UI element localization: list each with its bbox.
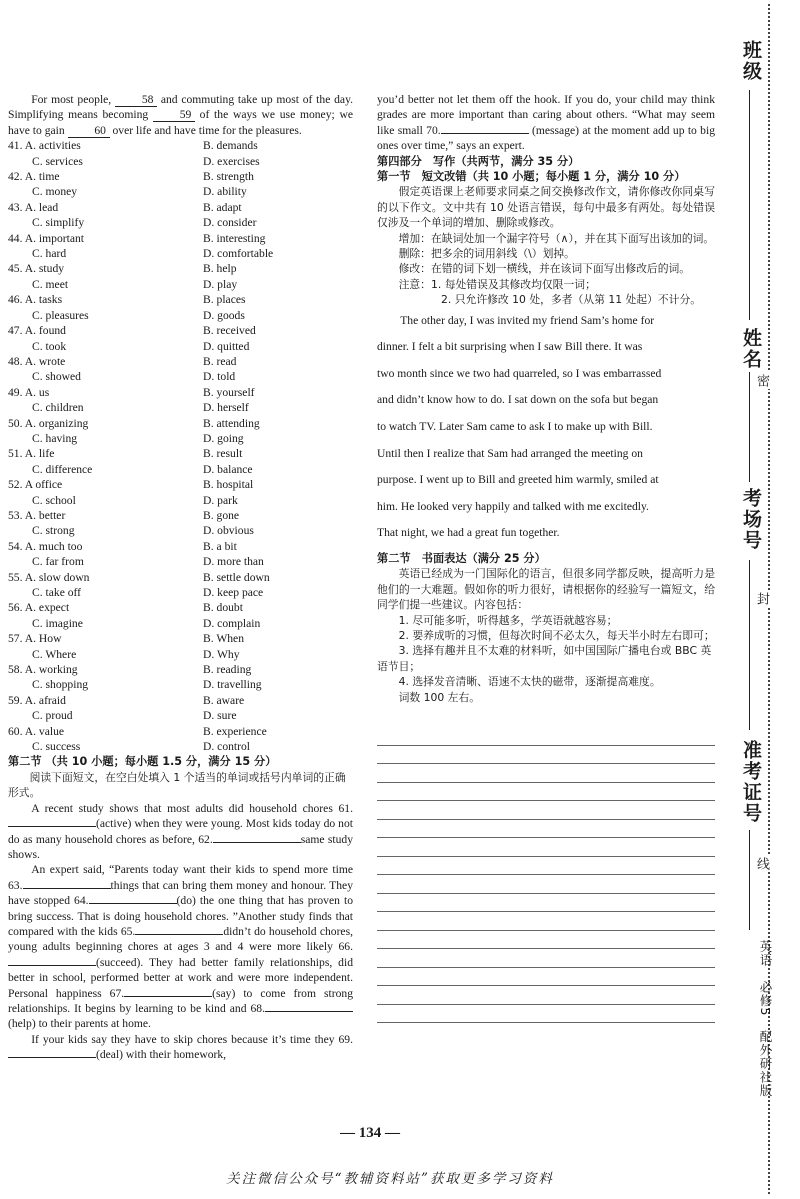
option-row (8, 600, 353, 615)
answer-line[interactable] (377, 949, 715, 968)
option-row (8, 385, 353, 400)
option-d[interactable]: D. play (203, 277, 238, 291)
answer-line[interactable] (377, 931, 715, 950)
option-b[interactable]: B. help (203, 262, 237, 276)
rule-modify: 修改：在错的词下划一横线，并在该词下面写出修改后的词。 (398, 262, 691, 276)
option-b[interactable]: B. interesting (203, 231, 266, 245)
option-b[interactable]: B. attending (203, 416, 260, 430)
word-count: 词数 100 左右。 (398, 690, 481, 704)
option-row (8, 231, 353, 246)
option-b[interactable]: B. settle down (203, 570, 270, 584)
blank-64 (89, 903, 177, 904)
option-c[interactable]: C. children (32, 401, 84, 415)
answer-line[interactable] (377, 746, 715, 765)
option-b[interactable]: B. demands (203, 139, 258, 153)
option-row (8, 585, 353, 600)
footer-note: 关注微信公众号“教辅资料站”获取更多学习资料 (226, 1171, 554, 1187)
blank-63 (23, 888, 111, 889)
rule-add: 增加：在缺词处加一个漏字符号（∧），并在其下面写出该加的词。 (398, 231, 715, 245)
option-row (8, 739, 353, 754)
option-c[interactable]: C. Where (32, 647, 77, 661)
page-number: — 134 — (340, 1125, 400, 1141)
option-a[interactable]: 50. A. organizing (8, 416, 89, 430)
option-row (8, 292, 353, 307)
option-row (8, 508, 353, 523)
blank-59: 59 (153, 108, 195, 122)
option-row (8, 323, 353, 338)
essay-line: two month since we two had quarreled, so I was embarrassed (377, 366, 662, 380)
option-row (8, 138, 353, 153)
writing-point: 3. 选择有趣并且不太难的材料听，如中国国际广播电台或 BBC 英语节目； (377, 644, 712, 673)
answer-line[interactable] (377, 783, 715, 802)
answer-line[interactable] (377, 1005, 715, 1024)
exam-room-label: 考场号 (740, 488, 762, 551)
option-row (8, 554, 353, 569)
option-row (8, 693, 353, 708)
option-row (8, 493, 353, 508)
option-a[interactable]: 57. A. How (8, 632, 62, 646)
option-b[interactable]: B. strength (203, 170, 254, 184)
fill-paragraph-3: If your kids say they have to skip chores because it’s time they 69.(deal) with their homework, (8, 1032, 353, 1063)
answer-lines[interactable] (377, 727, 715, 1023)
essay-line: purpose. I went up to Bill and greeted him warmly, smiled at (377, 473, 659, 487)
option-d[interactable]: D. more than (203, 555, 264, 569)
essay-line: and didn’t know how to do. I sat down on the sofa but began (377, 393, 659, 407)
answer-line[interactable] (377, 838, 715, 857)
option-d[interactable]: D. sure (203, 709, 237, 723)
option-a[interactable]: 49. A. us (8, 385, 50, 399)
option-b[interactable]: B. experience (203, 724, 267, 738)
option-c[interactable]: C. strong (32, 524, 75, 538)
fill-paragraph-1: A recent study shows that most adults did household chores 61.(active) when they were young. Most kids today do not do as many household chores as before, 62. same study shows. (8, 801, 354, 861)
option-row (8, 369, 353, 384)
writing-prompt: 英语已经成为一门国际化的语言，但很多同学都反映，提高听力是他们的一大难题。假如你的听力很好，请根据你的经验写一篇短文，给同学们提一些建议。内容包括： (377, 567, 715, 612)
option-c[interactable]: C. far from (32, 555, 84, 569)
option-row (8, 631, 353, 646)
option-c[interactable]: C. showed (32, 370, 81, 384)
fill-continued: you’d better not let them off the hook. If you do, your child may think grades are more important than caring about others. “What may seem like small 70. (message) at the moment add up to big ones over time,” says an expert. (377, 93, 715, 153)
option-row (8, 246, 353, 261)
blank-66 (8, 965, 96, 966)
option-row (8, 724, 353, 739)
option-row (8, 184, 353, 199)
option-row (8, 462, 353, 477)
question-list (8, 138, 353, 754)
option-b[interactable]: B. aware (203, 693, 245, 707)
essay-line: dinner. I felt a bit surprising when I saw Bill there. It was (377, 340, 643, 354)
option-c[interactable]: C. proud (32, 709, 73, 723)
book-info: 英语 必修5 配外研社版 (758, 940, 773, 1098)
note-1: 注意：1. 每处错误及其修改均仅限一词； (398, 277, 596, 291)
option-row (8, 169, 353, 184)
option-b[interactable]: B. a bit (203, 539, 237, 553)
option-row (8, 570, 353, 585)
option-row (8, 539, 353, 554)
blank-67 (124, 996, 212, 997)
option-row (8, 523, 353, 538)
option-row (8, 154, 353, 169)
feng-mark: 封 (754, 592, 769, 605)
option-a[interactable]: 43. A. lead (8, 200, 59, 214)
option-c[interactable]: C. hard (32, 247, 67, 261)
answer-line[interactable] (377, 857, 715, 876)
option-c[interactable]: C. school (32, 493, 76, 507)
option-d[interactable]: D. told (203, 370, 236, 384)
left-column (8, 92, 353, 1063)
option-a[interactable]: 56. A. expect (8, 601, 70, 615)
essay-line: him. He looked very happily and talked with me excitedly. (377, 499, 649, 513)
option-row (8, 261, 353, 276)
error-correction-essay (377, 308, 715, 547)
option-d[interactable]: D. balance (203, 462, 253, 476)
blank-68 (265, 1011, 353, 1012)
option-d[interactable]: D. consider (203, 216, 257, 230)
answer-line[interactable] (377, 986, 715, 1005)
option-b[interactable]: B. yourself (203, 385, 255, 399)
essay-line: Until then I realize that Sam had arranged the meeting on (377, 446, 643, 460)
option-a[interactable]: 48. A. wrote (8, 354, 66, 368)
option-b[interactable]: B. gone (203, 508, 240, 522)
option-b[interactable]: B. doubt (203, 601, 243, 615)
essay-line: The other day, I was invited my friend Sam’s home for (400, 313, 655, 327)
option-c[interactable]: C. pleasures (32, 308, 89, 322)
option-b[interactable]: B. read (203, 354, 237, 368)
option-b[interactable]: B. hospital (203, 478, 254, 492)
option-row (8, 477, 353, 492)
xian-mark: 线 (754, 857, 769, 870)
option-row (8, 647, 353, 662)
option-c[interactable]: C. took (32, 339, 67, 353)
option-d[interactable]: D. going (203, 431, 244, 445)
option-a[interactable]: 45. A. study (8, 262, 65, 276)
option-row (8, 400, 353, 415)
option-d[interactable]: D. herself (203, 401, 249, 415)
option-a[interactable]: 52. A office (8, 478, 63, 492)
option-row (8, 339, 353, 354)
option-row (8, 308, 353, 323)
blank-60: 60 (68, 124, 110, 138)
option-row (8, 662, 353, 677)
class-label: 班级 (740, 40, 762, 82)
ticket-number-label: 准考证号 (740, 740, 762, 824)
option-d[interactable]: D. Why (203, 647, 240, 661)
option-d[interactable]: D. exercises (203, 154, 260, 168)
mi-mark: 密 (754, 374, 769, 387)
option-b[interactable]: B. places (203, 293, 246, 307)
option-a[interactable]: 46. A. tasks (8, 293, 63, 307)
option-row (8, 446, 353, 461)
option-b[interactable]: B. received (203, 324, 256, 338)
option-row (8, 677, 353, 692)
option-c[interactable]: C. simplify (32, 216, 85, 230)
option-d[interactable]: D. goods (203, 308, 245, 322)
option-b[interactable]: B. reading (203, 663, 252, 677)
option-a[interactable]: 55. A. slow down (8, 570, 90, 584)
option-c[interactable]: C. take off (32, 586, 82, 599)
ticket-number-field[interactable] (749, 830, 750, 930)
option-d[interactable]: D. obvious (203, 524, 254, 538)
blank-62 (213, 842, 301, 843)
option-row (8, 708, 353, 723)
option-b[interactable]: B. adapt (203, 200, 242, 214)
writing-point: 2. 要养成听的习惯，但每次时间不必太久，每天半小时左右即可； (398, 629, 715, 643)
writing-point: 4. 选择发音清晰、语速不太快的磁带，逐渐提高难度。 (398, 675, 661, 689)
option-d[interactable]: D. control (203, 740, 251, 754)
option-d[interactable]: D. complain (203, 616, 261, 630)
note-2: 2. 只允许修改 10 处，多者（从第 11 处起）不计分。 (441, 293, 702, 307)
answer-line[interactable] (377, 801, 715, 820)
fill-paragraph-2: An expert said, “Parents today want their kids to spend more time 63. things that can bring them money and honour. They have stopped 64. (do) the one thing that has proven to bring success. That is doing household chores. ”Another study finds that compared with the kids 65. didn’t do household chores, young adults beginning chores at ages 3 and 4 were more likely 66.(succeed). They had better family relationships, did better in school, performed better at work and were more independent. Personal happiness 67. (say) to come from strong relationships. It begins by learning to be kind and 68.(help) to their parents at home. (8, 863, 353, 1031)
writing-point: 1. 尽可能多听，听得越多，学英语就越容易； (398, 613, 618, 627)
option-d[interactable]: D. quitted (203, 339, 250, 353)
option-a[interactable]: 60. A. value (8, 724, 65, 738)
option-a[interactable]: 44. A. important (8, 231, 84, 245)
option-c[interactable]: C. services (32, 154, 83, 168)
option-b[interactable]: B. When (203, 632, 245, 646)
error-correction-instructions: 假定英语课上老师要求同桌之间交换修改作文，请你修改你同桌写的以下作文。文中共有 10 处语言错误，每句中最多有两处。每处错误仅涉及一个单词的增加、删除或修改。 (377, 185, 715, 230)
right-column (377, 92, 715, 1023)
part-4-heading: 第四部分 写作（共两节，满分 35 分） (377, 154, 580, 168)
option-row (8, 416, 353, 431)
blank-61 (8, 826, 96, 827)
blank-69 (8, 1057, 96, 1058)
option-row (8, 431, 353, 446)
option-a[interactable]: 53. A. better (8, 508, 66, 522)
answer-line[interactable] (377, 764, 715, 783)
option-a[interactable]: 58. A. working (8, 663, 78, 677)
option-d[interactable]: D. keep pace (203, 586, 264, 599)
class-field[interactable] (749, 90, 750, 320)
option-row (8, 200, 353, 215)
binding-margin (724, 0, 800, 1199)
name-field[interactable] (749, 372, 750, 482)
option-c[interactable]: C. difference (32, 462, 93, 476)
option-a[interactable]: 59. A. afraid (8, 693, 66, 707)
option-a[interactable]: 54. A. much too (8, 539, 83, 553)
writing-heading: 第二节 书面表达（满分 25 分） (377, 552, 546, 566)
option-c[interactable]: C. money (32, 185, 78, 199)
answer-line[interactable] (377, 894, 715, 913)
answer-line[interactable] (377, 820, 715, 839)
name-label: 姓名 (740, 328, 762, 370)
option-d[interactable]: D. park (203, 493, 238, 507)
cloze-ending: For most people, 58 and commuting take up most of the day. Simplifying means becoming 59 of the ways we use money; we have to gain 60 over life and have time for the pleasures. (8, 93, 354, 137)
writing-points (377, 613, 715, 690)
answer-line[interactable] (377, 727, 715, 746)
option-row (8, 354, 353, 369)
answer-line[interactable] (377, 912, 715, 931)
answer-line[interactable] (377, 968, 715, 987)
essay-line: to watch TV. Later Sam came to ask I to make up with Bill. (377, 420, 653, 434)
option-a[interactable]: 51. A. life (8, 447, 55, 461)
exam-room-field[interactable] (749, 560, 750, 730)
option-d[interactable]: D. travelling (203, 678, 262, 692)
blank-70 (441, 133, 529, 134)
error-correction-heading: 第一节 短文改错（共 10 小题；每小题 1 分，满分 10 分） (377, 170, 686, 184)
section-2-heading: 第二节 （共 10 小题；每小题 1.5 分，满分 15 分） (8, 755, 277, 769)
option-row (8, 616, 353, 631)
option-c[interactable]: C. meet (32, 277, 69, 291)
option-d[interactable]: D. comfortable (203, 247, 274, 261)
section-2-instructions: 阅读下面短文，在空白处填入 1 个适当的单词或括号内单词的正确形式。 (8, 770, 346, 800)
option-c[interactable]: C. success (32, 740, 81, 754)
option-c[interactable]: C. imagine (32, 616, 83, 630)
option-c[interactable]: C. shopping (32, 678, 89, 692)
option-a[interactable]: 42. A. time (8, 170, 60, 184)
rule-delete: 删除：把多余的词用斜线（\）划掉。 (398, 247, 575, 261)
option-a[interactable]: 47. A. found (8, 324, 66, 338)
option-b[interactable]: B. result (203, 447, 243, 461)
option-row (8, 215, 353, 230)
option-a[interactable]: 41. A. activities (8, 139, 81, 153)
blank-65 (135, 934, 223, 935)
option-row (8, 277, 353, 292)
blank-58: 58 (115, 93, 157, 107)
option-c[interactable]: C. having (32, 431, 78, 445)
essay-line: That night, we had a great fun together. (377, 526, 560, 540)
option-d[interactable]: D. ability (203, 185, 247, 199)
answer-line[interactable] (377, 875, 715, 894)
